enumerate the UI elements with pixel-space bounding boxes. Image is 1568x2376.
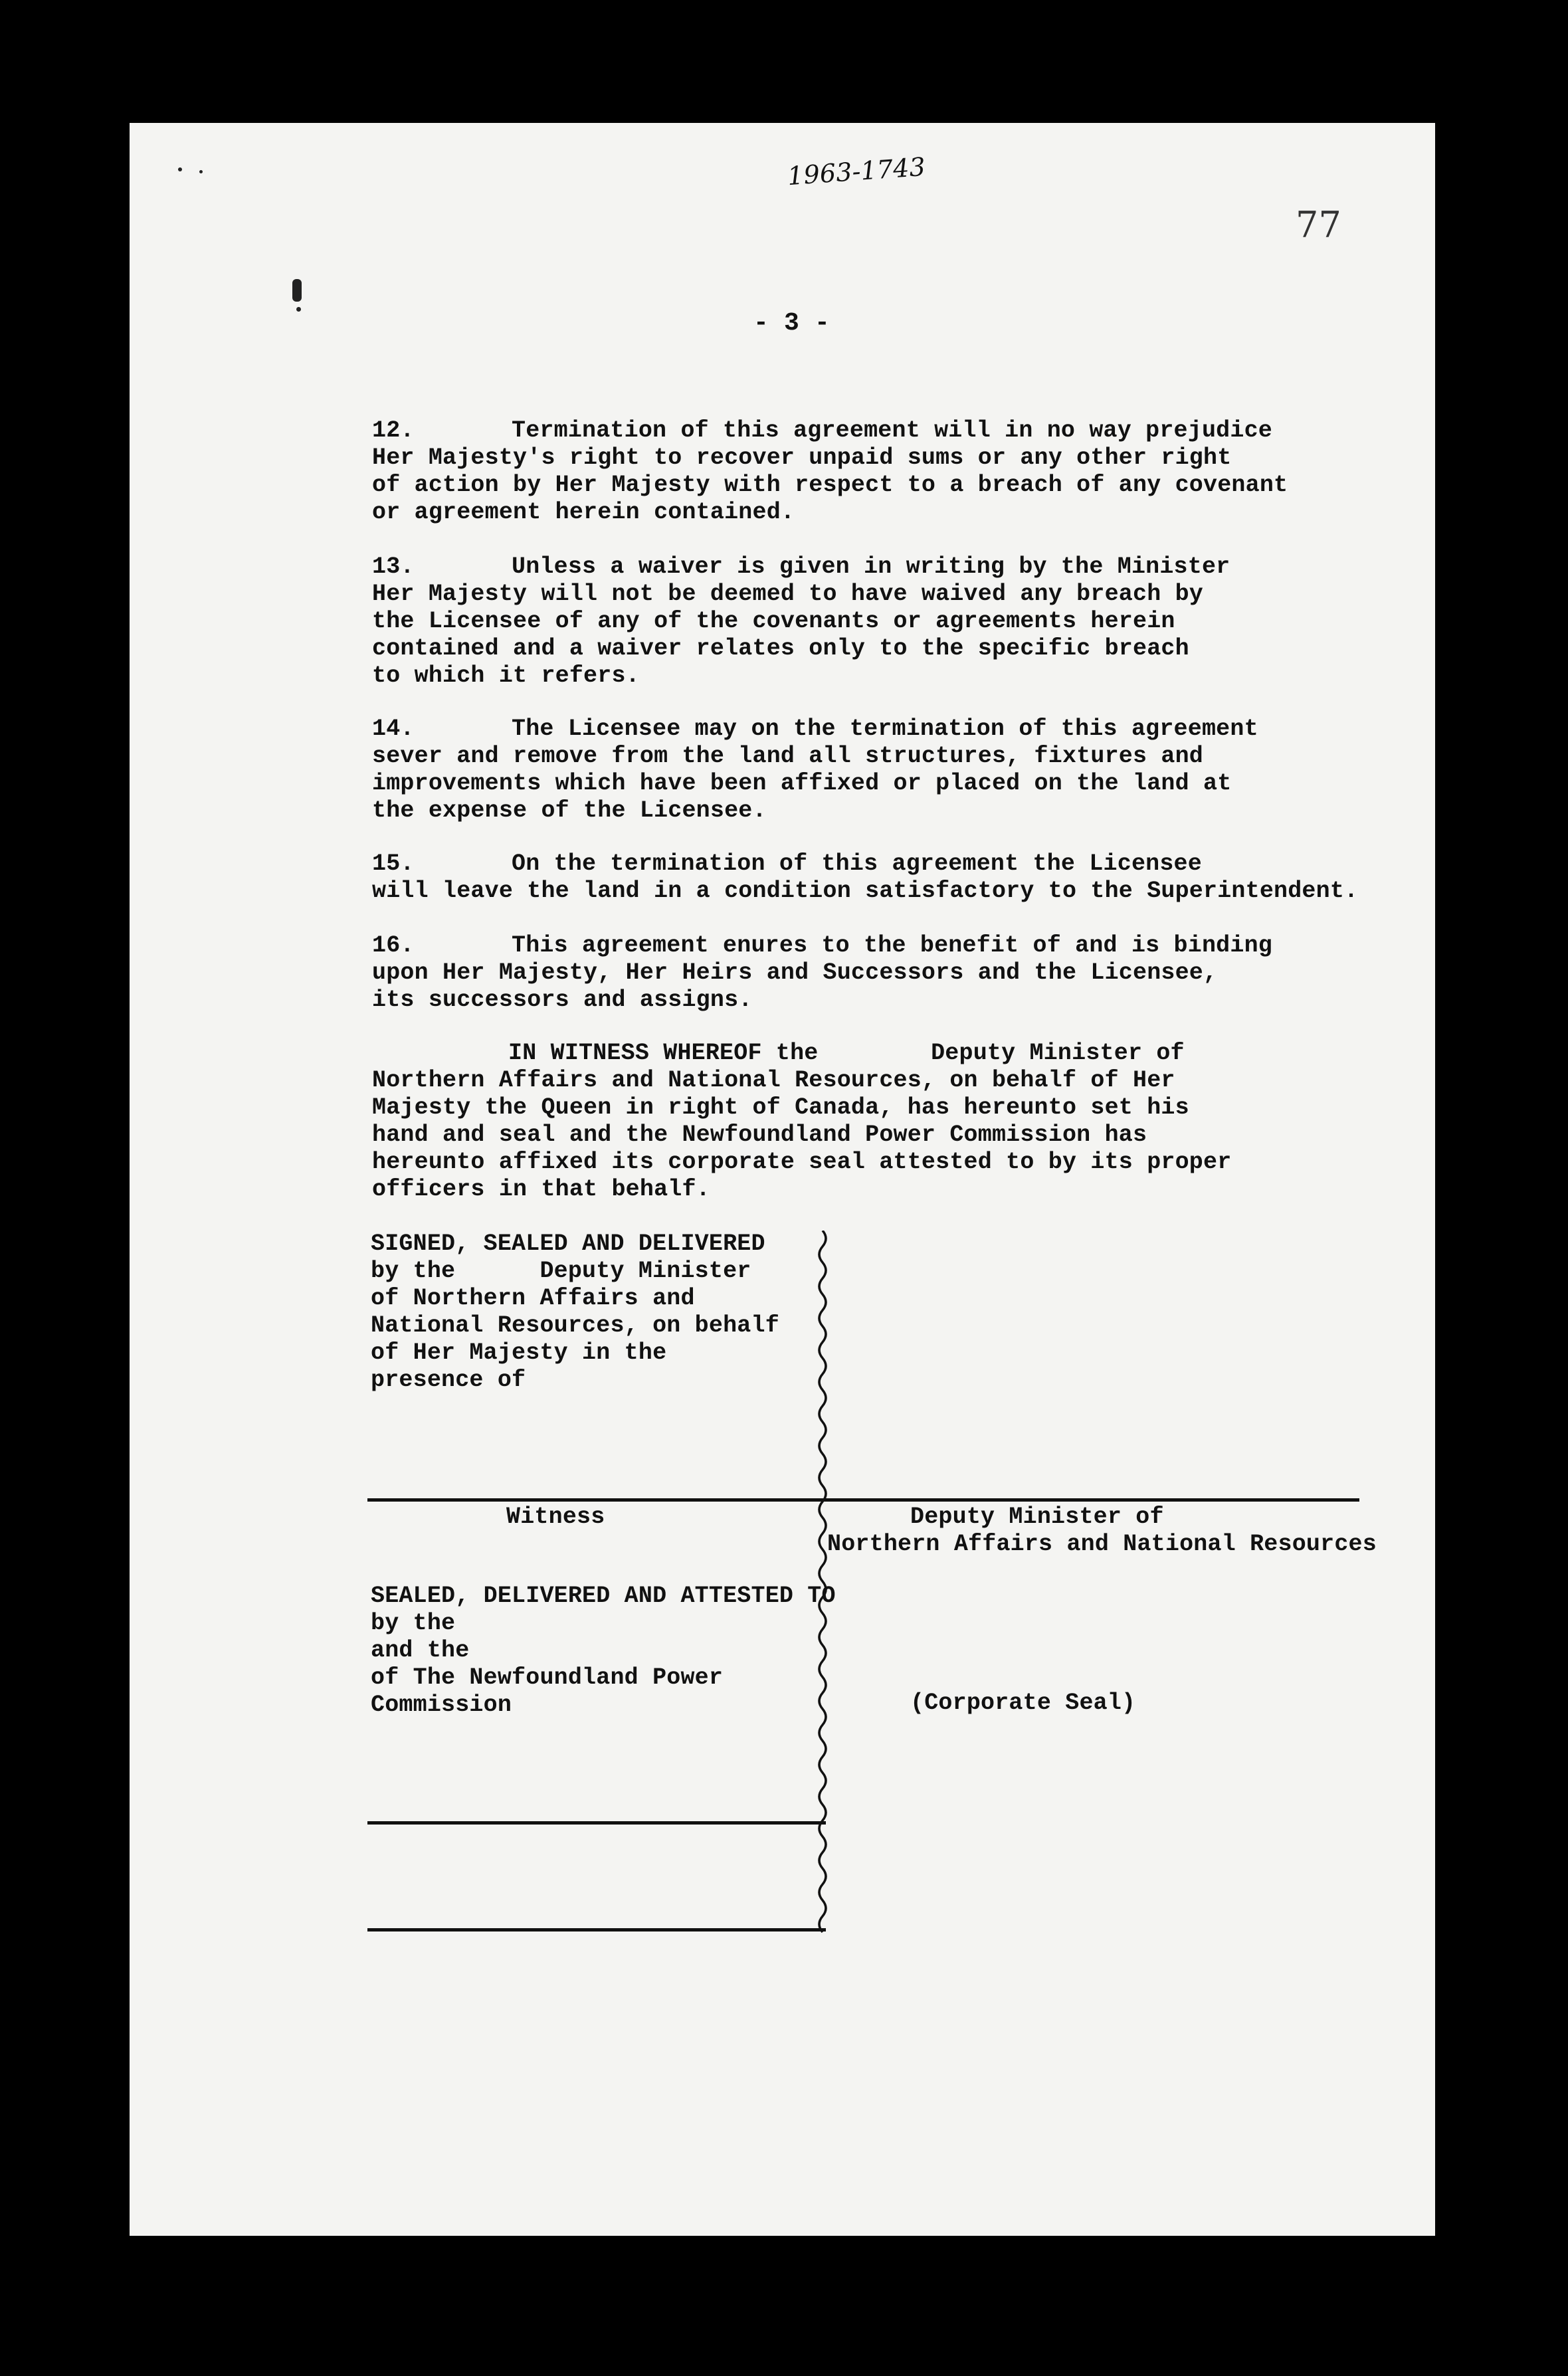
paragraph-line: improvements which have been affixed or placed on the land at bbox=[372, 770, 1232, 797]
officer-signature-line bbox=[367, 1821, 826, 1825]
paragraph-line: hand and seal and the Newfoundland Power Commission has bbox=[372, 1122, 1147, 1148]
paragraph-line: Northern Affairs and National Resources, on behalf of Her bbox=[372, 1067, 1175, 1094]
signature-line: by the Deputy Minister bbox=[371, 1258, 751, 1284]
signature-line: and the bbox=[371, 1637, 470, 1664]
paragraph-line: upon Her Majesty, Her Heirs and Successors and the Licensee, bbox=[372, 959, 1218, 986]
paragraph-line: or agreement herein contained. bbox=[372, 499, 795, 526]
paragraph-number: 13. bbox=[372, 553, 415, 580]
witness-label: Witness bbox=[506, 1504, 605, 1530]
signature-line: by the bbox=[371, 1610, 456, 1636]
scan-speck bbox=[292, 279, 302, 302]
paragraph-line: The Licensee may on the termination of this agreement bbox=[512, 716, 1258, 742]
scan-speck bbox=[178, 167, 182, 171]
paragraph-line: officers in that behalf. bbox=[372, 1176, 710, 1203]
paragraph-line: hereunto affixed its corporate seal attested to by its proper bbox=[372, 1149, 1232, 1175]
paragraph-line: Her Majesty's right to recover unpaid sums or any other right bbox=[372, 445, 1232, 471]
paragraph-line: On the termination of this agreement the Licensee bbox=[512, 850, 1202, 877]
paragraph-line: will leave the land in a condition satisfactory to the Superintendent. bbox=[372, 878, 1359, 904]
signature-line: of The Newfoundland Power bbox=[371, 1664, 724, 1691]
scan-speck bbox=[296, 307, 301, 312]
page-number: 77 bbox=[1296, 204, 1342, 246]
paragraph-line: contained and a waiver relates only to the specific breach bbox=[372, 635, 1189, 662]
paragraph-line: of action by Her Majesty with respect to a breach of any covenant bbox=[372, 472, 1288, 498]
paragraph-line: Unless a waiver is given in writing by the Minister bbox=[512, 553, 1230, 580]
minister-signature-line bbox=[826, 1498, 1359, 1502]
deputy-minister-label: Deputy Minister of bbox=[910, 1504, 1164, 1530]
paragraph-line: the expense of the Licensee. bbox=[372, 797, 767, 824]
signature-line: SIGNED, SEALED AND DELIVERED bbox=[371, 1231, 765, 1257]
corporate-seal-label: (Corporate Seal) bbox=[910, 1690, 1136, 1716]
paragraph-line: its successors and assigns. bbox=[372, 987, 753, 1013]
paragraph-line: the Licensee of any of the covenants or agreements herein bbox=[372, 608, 1175, 635]
handwritten-reference: 1963-1743 bbox=[786, 151, 927, 191]
signature-line: National Resources, on behalf bbox=[371, 1312, 779, 1339]
paragraph-line: sever and remove from the land all structures, fixtures and bbox=[372, 743, 1204, 769]
signature-line: Commission bbox=[371, 1692, 512, 1718]
paragraph-line: Majesty the Queen in right of Canada, has hereunto set his bbox=[372, 1094, 1189, 1121]
paragraph-line: Her Majesty will not be deemed to have waived any breach by bbox=[372, 581, 1204, 607]
paragraph-line: IN WITNESS WHEREOF the Deputy Minister of bbox=[508, 1040, 1185, 1066]
paragraph-number: 15. bbox=[372, 850, 415, 877]
paragraph-number: 16. bbox=[372, 932, 415, 959]
paragraph-line: This agreement enures to the benefit of and is binding bbox=[512, 932, 1272, 959]
signature-line: presence of bbox=[371, 1367, 526, 1393]
witness-signature-line bbox=[367, 1498, 826, 1502]
scan-speck bbox=[199, 170, 203, 173]
officer-signature-line bbox=[367, 1928, 826, 1931]
paragraph-number: 12. bbox=[372, 417, 415, 444]
signature-line: SEALED, DELIVERED AND ATTESTED TO bbox=[371, 1583, 836, 1609]
paragraph-line: to which it refers. bbox=[372, 662, 640, 689]
deputy-minister-label: Northern Affairs and National Resources bbox=[827, 1531, 1377, 1557]
signature-line: of Her Majesty in the bbox=[371, 1339, 667, 1366]
page-label: - 3 - bbox=[753, 309, 831, 338]
paragraph-number: 14. bbox=[372, 716, 415, 742]
paragraph-line: Termination of this agreement will in no way prejudice bbox=[512, 417, 1272, 444]
signature-line: of Northern Affairs and bbox=[371, 1285, 695, 1312]
